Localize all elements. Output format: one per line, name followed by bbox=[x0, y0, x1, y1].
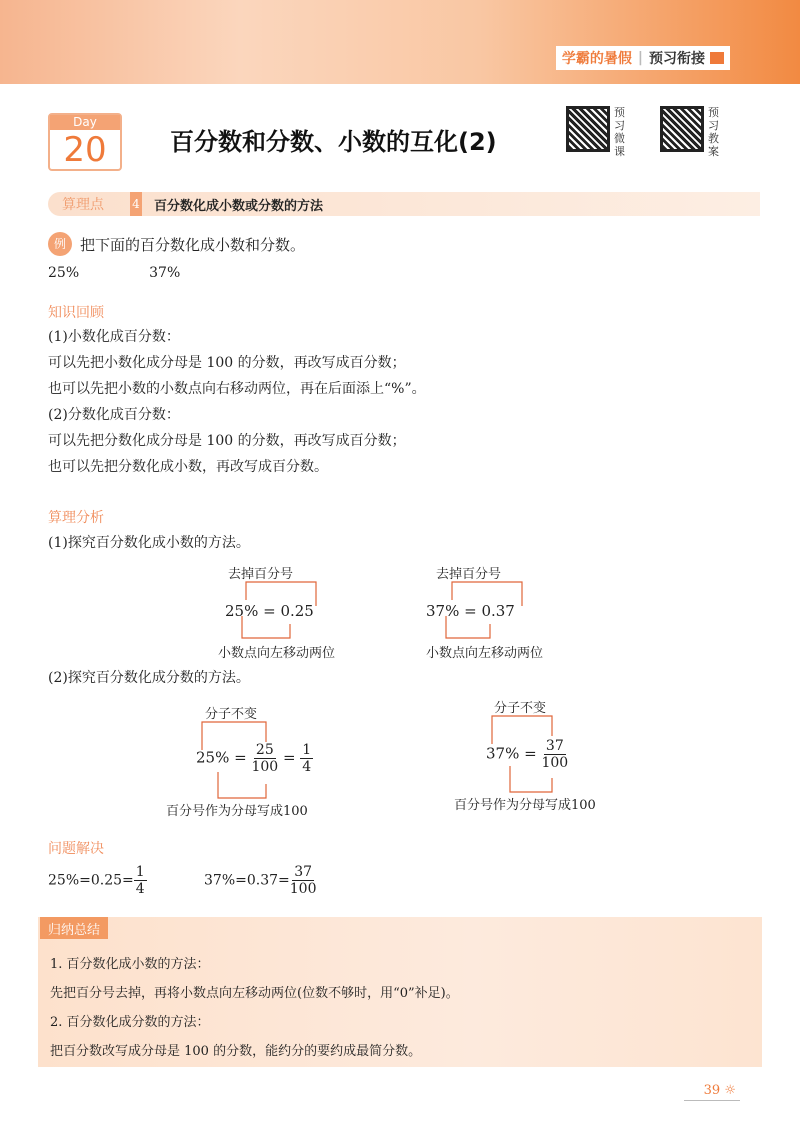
lhs: 25% bbox=[196, 748, 230, 767]
line: 可以先把小数化成分母是 100 的分数，再改写成百分数； bbox=[48, 355, 406, 371]
page-number-text: 39 bbox=[703, 1083, 721, 1098]
fraction bbox=[541, 738, 568, 771]
summary-line: 2. 百分数化成分数的方法： bbox=[50, 1015, 210, 1030]
lhs: 37% bbox=[426, 602, 460, 620]
kp-title: 百分数化成小数或分数的方法 bbox=[154, 198, 324, 214]
item: 25% bbox=[48, 265, 80, 281]
day-label: Day bbox=[50, 115, 120, 130]
den: 4 bbox=[135, 881, 145, 897]
diagram-label: 小数点向左移动两位 bbox=[218, 646, 336, 661]
diagram-label: 小数点向左移动两位 bbox=[426, 646, 544, 661]
summary-line: 把百分数改写成分母是 100 的分数，能约分的要约成最简分数。 bbox=[50, 1044, 422, 1059]
diagram-label: 百分号作为分母写成100 bbox=[166, 804, 308, 819]
kp-tag: 算理点 bbox=[62, 197, 104, 213]
item: 37% bbox=[149, 265, 181, 281]
solution-b bbox=[204, 864, 316, 897]
den: 100 bbox=[289, 881, 317, 897]
num: 37 bbox=[294, 864, 313, 880]
qr-label: 预习教案 bbox=[708, 106, 719, 158]
analysis-step1: (1)探究百分数化成小数的方法。 bbox=[48, 535, 250, 551]
lhs: 37% bbox=[486, 744, 520, 763]
fraction bbox=[290, 864, 317, 897]
sun-icon: ☼ bbox=[724, 1083, 736, 1098]
example-badge: 例 bbox=[48, 232, 72, 256]
qr-label: 预习微课 bbox=[614, 106, 625, 158]
brand-left: 学霸的暑假 bbox=[561, 51, 632, 67]
equation: 25% = 0.25 bbox=[225, 602, 314, 620]
num: 37 bbox=[545, 738, 564, 754]
kp-number: 4 bbox=[130, 192, 142, 216]
num: 1 bbox=[135, 864, 145, 880]
fraction bbox=[300, 742, 313, 775]
equation: 37% = $\frac{37}{100}$ bbox=[486, 738, 569, 771]
den: 4 bbox=[302, 759, 312, 775]
diagram-label: 分子不变 bbox=[494, 701, 547, 716]
den: 100 bbox=[541, 755, 569, 771]
text: 37%=0.37= bbox=[204, 872, 290, 889]
summary-tag: 归纳总结 bbox=[40, 917, 108, 939]
page-title: 百分数和分数、小数的互化(2) bbox=[170, 128, 497, 156]
example-question: 把下面的百分数化成小数和分数。 bbox=[80, 235, 306, 254]
analysis-heading: 算理分析 bbox=[48, 510, 104, 526]
solution-a bbox=[48, 864, 147, 897]
line: 也可以先把分数化成小数，再改写成百分数。 bbox=[48, 459, 328, 475]
equation: 37% = 0.37 bbox=[426, 602, 515, 620]
day-number: 20 bbox=[63, 130, 107, 170]
num: 25 bbox=[255, 742, 274, 758]
review-heading: 知识回顾 bbox=[48, 305, 104, 321]
lhs: 25% bbox=[225, 602, 259, 620]
line: 可以先把分数化成分母是 100 的分数，再改写成百分数； bbox=[48, 433, 406, 449]
analysis-step2: (2)探究百分数化成分数的方法。 bbox=[48, 670, 250, 686]
diagram-label: 分子不变 bbox=[205, 707, 258, 722]
line: (1)小数化成百分数： bbox=[48, 329, 180, 345]
text: 25%=0.25= bbox=[48, 872, 134, 889]
line: 也可以先把小数的小数点向右移动两位，再在后面添上“%”。 bbox=[48, 381, 426, 397]
num: 1 bbox=[302, 742, 312, 758]
summary-line: 先把百分号去掉，再将小数点向左移动两位(位数不够时，用“0”补足)。 bbox=[50, 986, 459, 1001]
brand-right: 预习衔接 bbox=[649, 51, 705, 67]
summary-line: 1. 百分数化成小数的方法： bbox=[50, 957, 210, 972]
den: 100 bbox=[251, 759, 279, 775]
line: (2)分数化成百分数： bbox=[48, 407, 180, 423]
page-number bbox=[684, 1083, 740, 1101]
solve-heading: 问题解决 bbox=[48, 841, 104, 857]
rhs: 0.37 bbox=[481, 602, 515, 620]
fraction bbox=[134, 864, 147, 897]
diagram-label: 去掉百分号 bbox=[228, 567, 294, 582]
fraction bbox=[251, 742, 278, 775]
equation: 25% = $\frac{25}{100}$ = $\frac{1}{4}$ bbox=[196, 742, 312, 775]
diagram-label: 去掉百分号 bbox=[436, 567, 502, 582]
brand-label: 学霸的暑假 | 预习衔接 bbox=[556, 46, 730, 70]
rhs: 0.25 bbox=[280, 602, 314, 620]
diagram-label: 百分号作为分母写成100 bbox=[454, 798, 596, 813]
